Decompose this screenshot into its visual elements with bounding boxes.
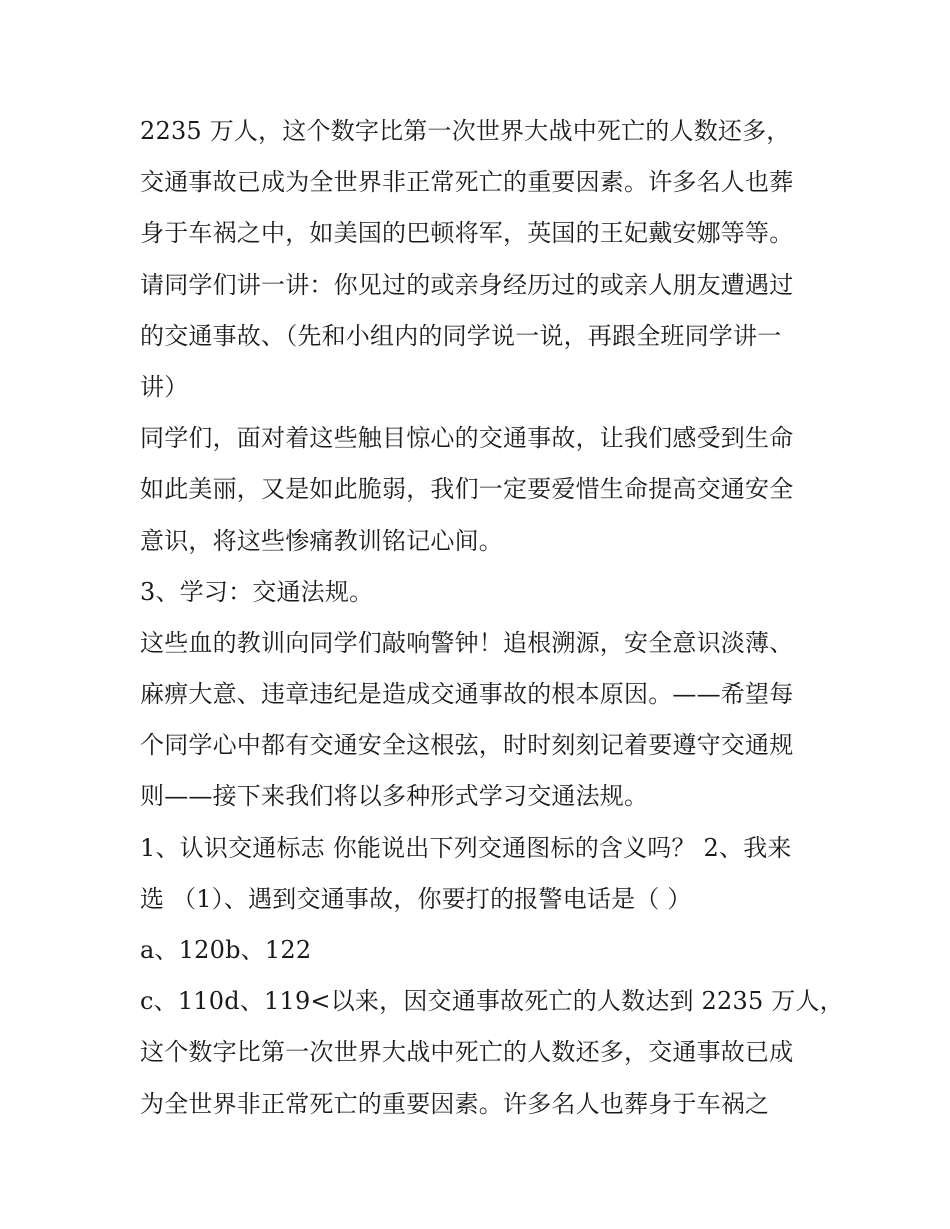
text-line: 麻痹大意、违章违纪是造成交通事故的根本原因。——希望每 bbox=[140, 680, 794, 709]
text-line: 讲） bbox=[140, 372, 189, 401]
text-line: 1、认识交通标志 你能说出下列交通图标的含义吗？ 2、我来 bbox=[140, 833, 792, 862]
text-line: 意识，将这些惨痛教训铭记心间。 bbox=[140, 526, 503, 555]
text-line: 个同学心中都有交通安全这根弦，时时刻刻记着要遵守交通规 bbox=[140, 731, 794, 760]
text-line: 同学们，面对着这些触目惊心的交通事故，让我们感受到生命 bbox=[140, 424, 794, 453]
text-line: 交通事故已成为全世界非正常死亡的重要因素。许多名人也葬 bbox=[140, 168, 794, 197]
text-line: 请同学们讲一讲：你见过的或亲身经历过的或亲人朋友遭遇过 bbox=[140, 270, 794, 299]
text-line: 身于车祸之中，如美国的巴顿将军，英国的王妃戴安娜等等。 bbox=[140, 219, 794, 248]
text-line: 的交通事故、（先和小组内的同学说一说，再跟全班同学讲一 bbox=[140, 321, 782, 350]
text-line: 为全世界非正常死亡的重要因素。许多名人也葬身于车祸之 bbox=[140, 1089, 770, 1118]
answer-options: c、110d、119<以来，因交通事故死亡的人数达到 2235 万人， bbox=[140, 987, 844, 1016]
answer-options: a、120b、122 bbox=[140, 936, 312, 964]
text-line: 这些血的教训向同学们敲响警钟！追根溯源，安全意识淡薄、 bbox=[140, 628, 794, 657]
text-line: 如此美丽，又是如此脆弱，我们一定要爱惜生命提高交通安全 bbox=[140, 475, 794, 504]
body-text bbox=[140, 106, 844, 1130]
text-line: 这个数字比第一次世界大战中死亡的人数还多，交通事故已成 bbox=[140, 1038, 794, 1067]
question-line: 选 （1）、遇到交通事故，你要打的报警电话是（ ） bbox=[140, 884, 692, 913]
text-line: 则——接下来我们将以多种形式学习交通法规。 bbox=[140, 782, 649, 811]
section-heading: 3、学习：交通法规。 bbox=[140, 577, 374, 606]
text-line: 2235 万人，这个数字比第一次世界大战中死亡的人数还多， bbox=[140, 117, 791, 145]
